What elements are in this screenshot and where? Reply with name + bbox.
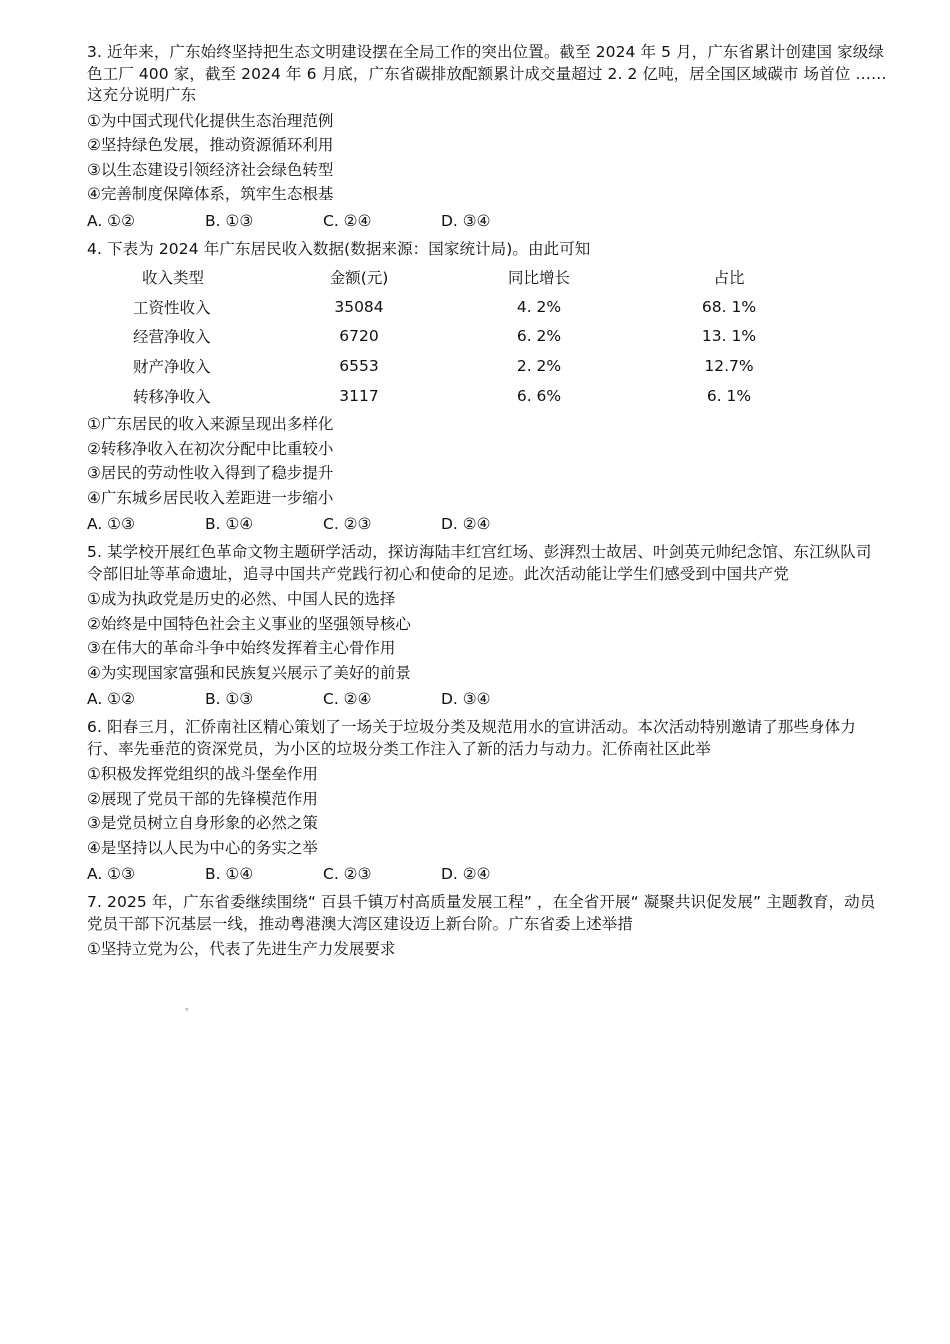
- answer-options: [87, 862, 887, 886]
- statement-4: ④广东城乡居民收入差距进一步缩小: [87, 488, 334, 507]
- statement-4: ④为实现国家富强和民族复兴展示了美好的前景: [87, 663, 411, 682]
- option-d: D. ③④: [441, 211, 491, 230]
- cell-growth: 6. 6%: [516, 386, 562, 405]
- statement-2: ②坚持绿色发展，推动资源循环利用: [87, 136, 334, 154]
- header-income-type: 收入类型: [142, 268, 205, 287]
- statement-4: ④是坚持以人民为中心的务实之举: [87, 838, 318, 857]
- option-c: C. ②④: [323, 690, 372, 709]
- cell-growth: 4. 2%: [516, 297, 562, 316]
- cell-type: 转移净收入: [133, 387, 211, 406]
- header-amount: 金额(元): [329, 268, 389, 287]
- statement-3: ③在伟大的革命斗争中始终发挥着主心骨作用: [87, 639, 396, 658]
- option-b: B. ①③: [205, 690, 254, 709]
- statement-1: ①积极发挥党组织的战斗堡垒作用: [87, 765, 318, 784]
- table-row: [87, 292, 804, 322]
- question-stem: 4. 下表为 2024 年广东居民收入数据(数据来源：国家统计局)。由此可知: [87, 239, 591, 258]
- cell-growth: 6. 2%: [516, 327, 562, 346]
- statement-3: ③是党员树立自身形象的必然之策: [87, 814, 318, 833]
- option-d: D. ②④: [441, 865, 491, 884]
- table-row: [87, 321, 804, 351]
- statement-1: ①广东居民的收入来源呈现出多样化: [87, 415, 334, 434]
- answer-options: [87, 512, 887, 536]
- statement-1: ①坚持立党为公，代表了先进生产力发展要求: [87, 940, 396, 959]
- cell-share: 13. 1%: [701, 327, 757, 346]
- question-stem: 3. 近年来，广东始终坚持把生态文明建设摆在全局工作的突出位置。截至 2024 年 5 月，广东省累计创建国 家级绿色工厂 400 家，截至 2024 年 6 月底，广东省碳排放配额累计成交量超过 2. 2 亿吨，居全国区域碳市 场首位 ……这充分说明广东: [87, 43, 887, 104]
- question-6: [87, 717, 887, 886]
- option-c: C. ②④: [323, 211, 372, 230]
- option-a: A. ①②: [87, 690, 135, 709]
- question-4: [87, 239, 887, 537]
- option-a: A. ①③: [87, 515, 135, 534]
- income-table: [87, 262, 804, 410]
- stray-mark: 。: [185, 1002, 195, 1013]
- option-b: B. ①④: [205, 865, 254, 884]
- statement-3: ③居民的劳动性收入得到了稳步提升: [87, 464, 334, 483]
- option-d: D. ③④: [441, 690, 491, 709]
- option-d: D. ②④: [441, 515, 491, 534]
- header-share: 占比: [713, 268, 745, 287]
- statement-2: ②展现了党员干部的先锋模范作用: [87, 789, 318, 808]
- cell-share: 12.7%: [704, 356, 754, 375]
- answer-options: [87, 687, 887, 711]
- option-a: A. ①②: [87, 211, 135, 230]
- option-a: A. ①③: [87, 865, 135, 884]
- question-7: [87, 892, 887, 962]
- cell-amount: 3117: [339, 386, 379, 405]
- cell-share: 6. 1%: [706, 386, 752, 405]
- statement-4: ④完善制度保障体系，筑牢生态根基: [87, 185, 334, 203]
- cell-type: 财产净收入: [133, 357, 211, 376]
- cell-amount: 35084: [334, 297, 384, 316]
- question-stem: 5. 某学校开展红色革命文物主题研学活动，探访海陆丰红宫红场、彭湃烈士故居、叶剑英元帅纪念馆、东江纵队司令部旧址等革命遗址，追寻中国共产党践行初心和使命的足迹。此次活动能让学生们感受到中国共产党: [87, 543, 872, 583]
- question-3: [87, 42, 887, 233]
- statement-1: ①成为执政党是历史的必然、中国人民的选择: [87, 590, 396, 609]
- cell-amount: 6553: [339, 356, 379, 375]
- statement-2: ②转移净收入在初次分配中比重较小: [87, 439, 334, 458]
- statement-2: ②始终是中国特色社会主义事业的坚强领导核心: [87, 614, 411, 633]
- cell-growth: 2. 2%: [516, 356, 562, 375]
- cell-amount: 6720: [339, 327, 379, 346]
- option-b: B. ①③: [205, 211, 254, 230]
- question-5: [87, 542, 887, 711]
- question-stem: 7. 2025 年，广东省委继续围绕“ 百县千镇万村高质量发展工程” ，在全省开展“ 凝聚共识促发展” 主题教育，动员党员干部下沉基层一线，推动粤港澳大湾区建设迈上新台阶。广东省委上述举措: [87, 893, 876, 933]
- cell-type: 工资性收入: [133, 298, 211, 317]
- option-b: B. ①④: [205, 515, 254, 534]
- question-stem: 6. 阳春三月，汇侨南社区精心策划了一场关于垃圾分类及规范用水的宣讲活动。本次活动特别邀请了那些身体力行、率先垂范的资深党员，为小区的垃圾分类工作注入了新的活力与动力。汇侨南社区此举: [87, 718, 856, 758]
- cell-type: 经营净收入: [133, 328, 211, 347]
- answer-options: [87, 209, 887, 233]
- option-c: C. ②③: [323, 865, 372, 884]
- header-growth: 同比增长: [507, 268, 570, 287]
- table-header-row: [87, 262, 804, 292]
- document-page: [87, 42, 887, 962]
- cell-share: 68. 1%: [701, 297, 757, 316]
- table-row: [87, 351, 804, 381]
- statement-1: ①为中国式现代化提供生态治理范例: [87, 111, 334, 130]
- option-c: C. ②③: [323, 515, 372, 534]
- table-row: [87, 381, 804, 411]
- statement-3: ③以生态建设引领经济社会绿色转型: [87, 160, 334, 179]
